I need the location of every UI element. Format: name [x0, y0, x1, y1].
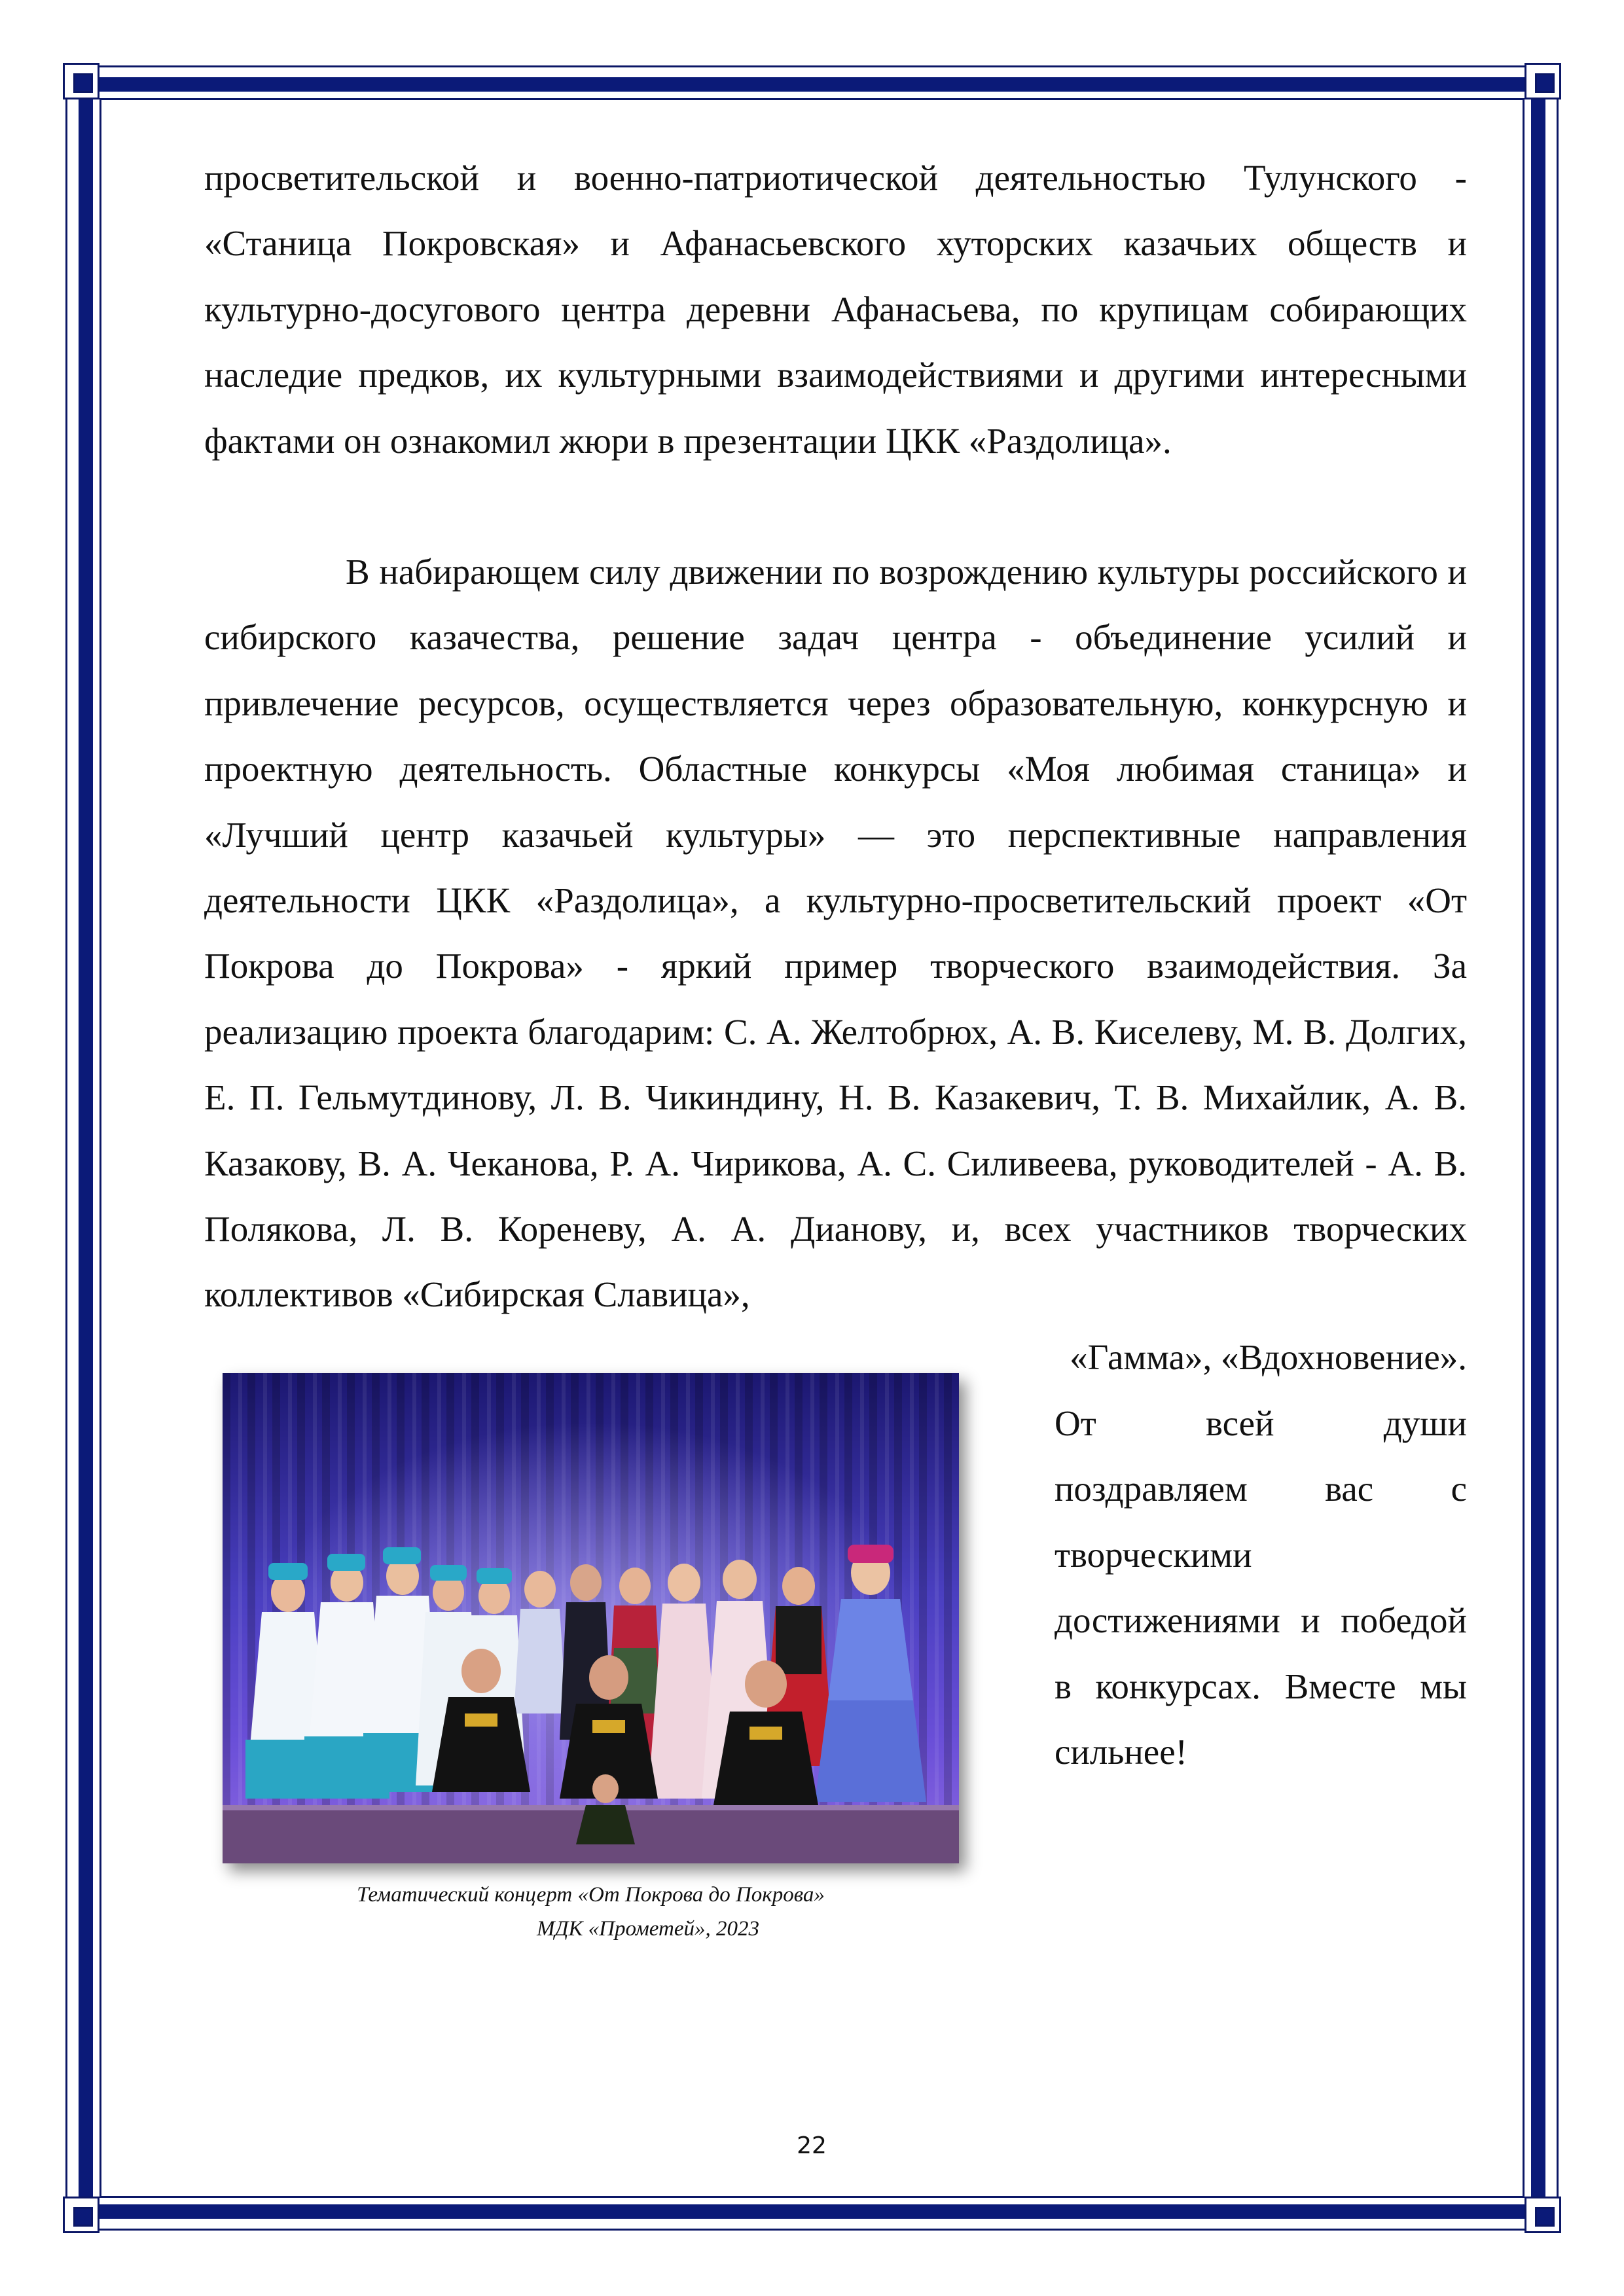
paragraph-second-last-line: «Гамма», «Вдохновение». — [1070, 1337, 1467, 1377]
paragraph-first: просветительской и военно-патриотической деятельностью Тулунского - «Станица Покровская» и Афанасьевского хуторских казачьих обществ и культурно-досугового центра деревни Афанасьева, по крупицам собирающих наследие предков, их культурными взаимодействиями и другими интересными фактами он ознакомил жюри в презентации ЦКК «Раздолица». — [204, 158, 1467, 461]
concert-group-photo — [223, 1373, 959, 1863]
photo-caption-venue: МДК «Прометей», 2023 — [537, 1917, 759, 1941]
corner-ornament-top-right — [1525, 63, 1561, 99]
corner-ornament-top-left — [63, 63, 99, 99]
congratulation-text: От всей души поздравляем вас с творческими достижениями и победой в конкурсах. Вместе мы сильнее! — [1055, 1403, 1467, 1772]
corner-ornament-bottom-right — [1525, 2197, 1561, 2233]
corner-ornament-bottom-left — [63, 2197, 99, 2233]
photo-caption-title: Тематический концерт «От Покрова до Покрова» — [357, 1883, 825, 1907]
paragraph-second: В набирающем силу движении по возрождению культуры российского и сибирского казачества, решение задач центра - объединение усилий и привлечение ресурсов, осуществляется через образовательную, конкурсную и проектную деятельность. Областные конкурсы «Моя любимая станица» и «Лучший центр казачьей культуры» — это перспективные направления деятельности ЦКК «Раздолица», а культурно-просветительский проект «От Покрова до Покрова» - яркий пример творческого взаимодействия. За реализацию проекта благодарим: С. А. Желтобрюх, А. В. Киселеву, М. В. Долгих, Е. П. Гельмутдинову, Л. В. Чикиндину, Н. В. Казакевич, Т. В. Михайлик, А. В. Казакову, В. А. Чеканова, Р. А. Чирикова, А. С. Силивеева, руководителей - А. В. Полякова, Л. В. Кореневу, А. А. Дианову, и, всех участников творческих коллективов «Сибирская Славица», — [204, 552, 1467, 1315]
page-number: 22 — [797, 2132, 827, 2159]
